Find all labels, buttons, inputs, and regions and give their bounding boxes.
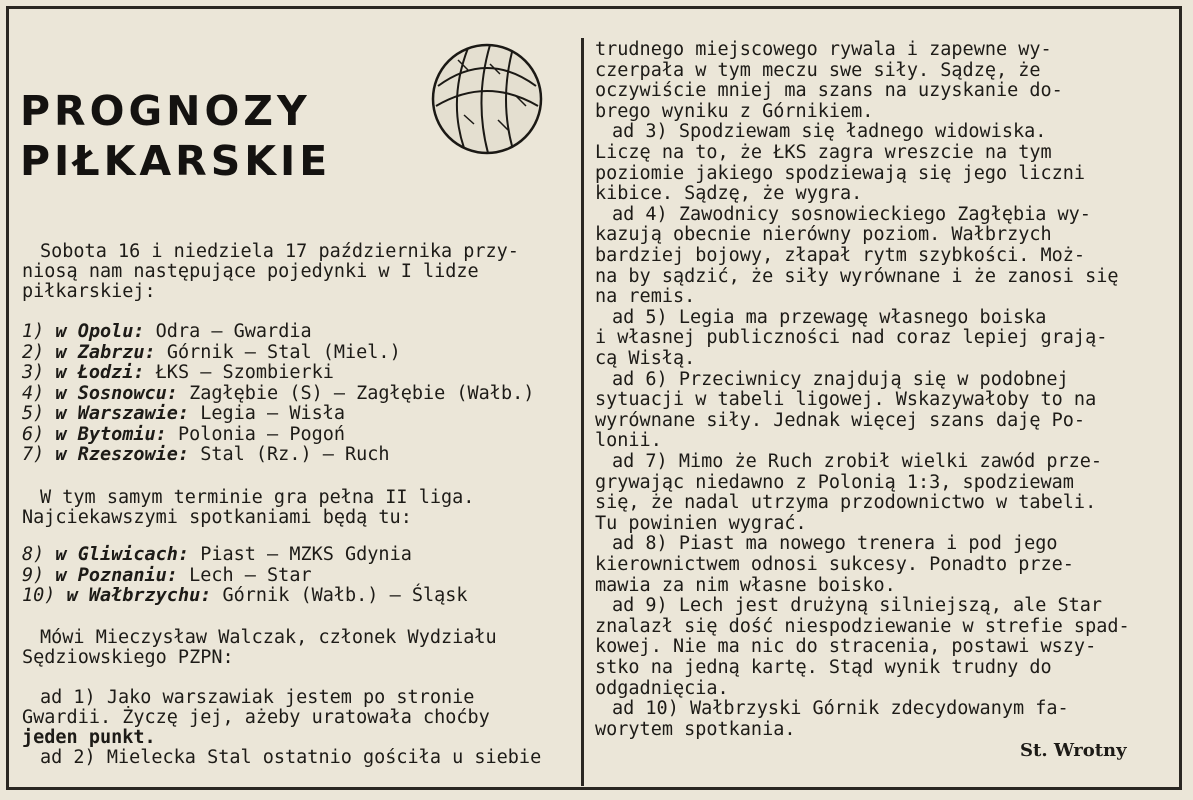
ad-paragraph-line: oczywiście mniej ma szans na uzyskanie do- — [595, 80, 1063, 102]
ad-paragraph-line: brego wyniku z Górnikiem. — [595, 100, 874, 122]
ad-paragraph-line: na by sądzić, że siły wyrównane i że zanosi się — [595, 265, 1119, 287]
fixture-city: w Sosnowcu: — [55, 382, 190, 404]
fixture-item — [22, 445, 390, 465]
ad-paragraph-line: i własnej publiczności nad coraz lepiej grają- — [595, 327, 1108, 349]
fixture-city: w Bytomiu: — [55, 423, 178, 445]
ad-paragraph-line: worytem spotkania. — [595, 718, 796, 740]
fixture-city: w Rzeszowie: — [55, 444, 201, 465]
ad-paragraph-line: odgadnięcia. — [595, 677, 729, 699]
page-title — [20, 86, 331, 186]
ad-paragraph-line: Tu powinien wygrać. — [595, 512, 807, 534]
ad-paragraph-line: mawia za nim własne boisko. — [595, 574, 896, 596]
ad-paragraph-line: poziomie jakiego spodziewają się jego liczni — [595, 162, 1086, 184]
ad-paragraph-line: trudnego miejscowego rywala i zapewne wy- — [595, 39, 1052, 60]
fixture-teams: Górnik (Wałb.) — Śląsk — [222, 585, 468, 606]
signature: St. Wrotny — [1020, 740, 1127, 761]
ad-paragraph-line: ad 6) Przeciwnicy znajdują się w podobnej — [612, 368, 1069, 390]
fixture-city: w Gliwicach: — [55, 544, 201, 565]
fixture-item — [22, 322, 312, 342]
second-league-intro: W tym samym terminie gra pełna II liga. — [40, 487, 475, 508]
ad-paragraph-line: kazują obecnie nierówny poziom. Wałbrzych — [595, 224, 1052, 246]
fixture-number: 3) — [22, 362, 56, 383]
ad-paragraph: ad 1) Jako warszawiak jestem po stronie — [40, 687, 475, 708]
ad-paragraph-line: się, że nadal utrzyma przodownictwo w tabeli. — [595, 492, 1097, 514]
fixture-city: w Poznaniu: — [55, 564, 190, 586]
ad-paragraph-line: lonii. — [595, 430, 662, 452]
fixture-item — [22, 384, 534, 404]
fixture-number: 5) — [22, 403, 56, 424]
ad-paragraph-line: ad 9) Lech jest drużyną silniejszą, ale Star — [612, 595, 1103, 617]
fixture-number: 7) — [22, 444, 56, 465]
ad-paragraph-line: kierownictwem odnosi sukcesy. Ponadto prze- — [595, 554, 1074, 575]
title-line-2: PIŁKARSKIE — [20, 137, 332, 185]
fixture-teams: Stal (Rz.) — Ruch — [200, 444, 390, 465]
fixture-item — [22, 586, 468, 606]
fixture-item — [22, 566, 312, 586]
fixture-item — [22, 425, 345, 445]
ad-paragraph-line: ad 4) Zawodnicy sosnowieckiego Zagłębia wy- — [612, 203, 1091, 225]
football-icon — [428, 40, 546, 158]
fixture-number: 9) — [22, 564, 56, 586]
fixture-number: 10) — [22, 585, 67, 606]
fixture-number: 6) — [22, 423, 56, 445]
ad-paragraph-line: stko na jedną kartę. Stąd wynik trudny do — [595, 657, 1052, 678]
ad-paragraph-line: ad 7) Mimo że Ruch zrobił wielki zawód prze- — [612, 451, 1103, 472]
ad-paragraph: jeden punkt. — [22, 727, 156, 748]
fixture-teams: ŁKS — Szombierki — [155, 362, 334, 383]
fixture-item — [22, 404, 345, 424]
column-divider — [581, 38, 584, 786]
intro-line: piłkarskiej: — [22, 281, 156, 302]
ad-paragraph-line: ad 10) Wałbrzyski Górnik zdecydowanym fa- — [612, 698, 1069, 720]
fixture-city: w Opolu: — [55, 321, 156, 342]
fixture-teams: Polonia — Pogoń — [177, 423, 346, 445]
ad-paragraph-line: ad 8) Piast ma nowego trenera i pod jego — [612, 533, 1058, 555]
title-line-1: PROGNOZY — [20, 87, 311, 135]
intro-line: niosą nam następujące pojedynki w I lidze — [22, 261, 479, 282]
fixture-city: w Warszawie: — [55, 403, 201, 424]
intro-line: Sobota 16 i niedziela 17 października przy- — [40, 241, 519, 262]
fixture-item — [22, 363, 334, 383]
ad-paragraph-line: kibice. Sądzę, że wygra. — [595, 183, 863, 205]
fixture-city: w Łodzi: — [55, 362, 156, 383]
ad-paragraph-line: czerpała w tym meczu swe siły. Sądzę, że — [595, 59, 1041, 81]
fixture-number: 8) — [22, 544, 56, 565]
ad-paragraph-line: Liczę na to, że ŁKS zagra wreszcie na tym — [595, 142, 1052, 163]
ad-paragraph-line: cą Wisłą. — [595, 348, 696, 369]
ad-paragraph-line: ad 5) Legia ma przewagę własnego boiska — [612, 306, 1047, 328]
ad-paragraph-line: kowej. Nie ma nic do stracenia, postawi wszy- — [595, 636, 1097, 658]
ad-paragraph-line: grywając niedawno z Polonią 1:3, spodziewam — [595, 471, 1074, 493]
ad-paragraph-line: bardziej bojowy, złapał rytm szybkości. Moż- — [595, 245, 1086, 266]
fixture-number: 1) — [22, 321, 56, 342]
ad-paragraph: Gwardii. Życzę jej, ażeby uratowała choćby — [22, 707, 490, 728]
fixture-teams: Górnik — Stal (Miel.) — [166, 341, 401, 363]
fixture-item — [22, 343, 401, 363]
ad-paragraph-line: znalazł się dość niespodziewanie w strefie spad- — [595, 615, 1130, 637]
fixture-teams: Legia — Wisła — [200, 403, 346, 424]
fixture-number: 4) — [22, 382, 56, 404]
ad-paragraph-line: wyrównane siły. Jednak więcej szans daję Po- — [595, 409, 1086, 431]
speaker-intro: Mówi Mieczysław Walczak, członek Wydziału — [40, 627, 497, 648]
fixture-city: w Zabrzu: — [55, 341, 167, 363]
ad-paragraph-line: sytuacji w tabeli ligowej. Wskazywałoby to na — [595, 389, 1097, 411]
fixture-item — [22, 545, 412, 565]
ad-paragraph: ad 2) Mielecka Stal ostatnio gościła u siebie — [40, 747, 542, 768]
fixture-number: 2) — [22, 341, 56, 363]
fixture-teams: Piast — MZKS Gdynia — [200, 544, 412, 565]
fixture-city: w Wałbrzychu: — [66, 585, 223, 606]
fixture-teams: Zagłębie (S) — Zagłębie (Wałb.) — [189, 382, 535, 404]
fixture-teams: Lech — Star — [189, 564, 312, 586]
second-league-intro: Najciekawszymi spotkaniami będą tu: — [22, 507, 412, 528]
fixture-teams: Odra — Gwardia — [155, 321, 312, 342]
ad-paragraph-line: na remis. — [595, 286, 696, 308]
ad-paragraph-line: ad 3) Spodziewam się ładnego widowiska. — [612, 121, 1047, 143]
speaker-intro: Sędziowskiego PZPN: — [22, 647, 234, 668]
